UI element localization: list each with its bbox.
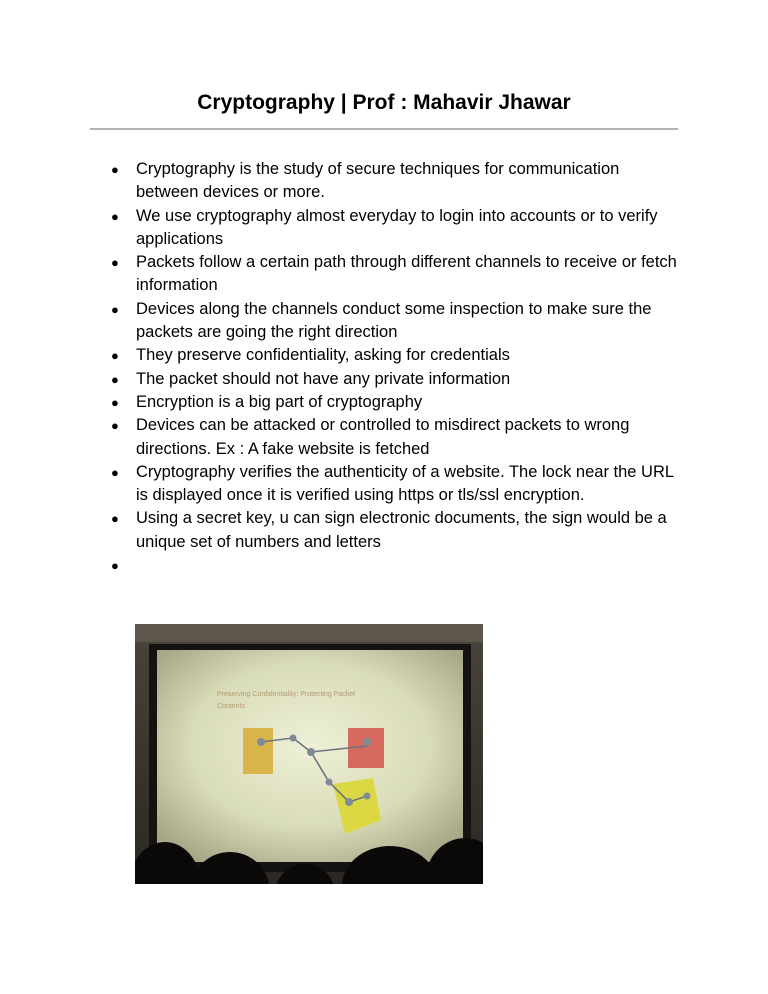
bullet-icon: ● bbox=[111, 394, 119, 410]
bullet-icon: ● bbox=[111, 348, 119, 364]
list-item bbox=[111, 368, 681, 391]
list-item-text: They preserve confidentiality, asking for credentials bbox=[136, 346, 510, 365]
bullet-icon: ● bbox=[111, 208, 119, 224]
list-item-text: We use cryptography almost everyday to login into accounts or to verify applications bbox=[136, 206, 658, 248]
bullet-icon: ● bbox=[111, 162, 119, 177]
bullet-icon: ● bbox=[111, 301, 119, 317]
list-item bbox=[111, 507, 681, 554]
list-item bbox=[111, 251, 681, 298]
bullet-list bbox=[111, 158, 681, 577]
list-item-text: Devices along the channels conduct some inspection to make sure the packets are going the right direction bbox=[136, 299, 652, 342]
list-item-text: Cryptography is the study of secure techniques for communication between devices or more. bbox=[136, 160, 620, 202]
list-item-text: Devices can be attacked or controlled to misdirect packets to wrong directions. Ex : A fake website is fetched bbox=[136, 416, 630, 458]
list-item bbox=[111, 205, 681, 252]
bullet-icon: ● bbox=[111, 371, 119, 387]
host-region-yellow bbox=[243, 728, 273, 774]
slide-title-line1: Preserving Confidentiality: Protecting Packet bbox=[217, 691, 356, 698]
bullet-icon: ● bbox=[111, 464, 119, 480]
title-divider bbox=[90, 128, 678, 130]
list-item-text: Using a secret key, u can sign electronic documents, the sign would be a unique set of numbers and letters bbox=[136, 509, 667, 551]
list-item bbox=[111, 158, 681, 205]
bullet-icon: ● bbox=[111, 511, 119, 527]
list-item-text: The packet should not have any private information bbox=[136, 369, 511, 388]
list-item bbox=[111, 414, 681, 461]
list-item-text: Packets follow a certain path through different channels to receive or fetch information bbox=[136, 253, 677, 295]
page-title: Cryptography | Prof : Mahavir Jhawar bbox=[197, 91, 571, 114]
bullet-icon: ● bbox=[111, 255, 119, 271]
list-item-text: Encryption is a big part of cryptography bbox=[136, 392, 423, 411]
list-item bbox=[111, 344, 681, 367]
bullet-icon: ● bbox=[111, 558, 119, 574]
list-item bbox=[111, 391, 681, 414]
lecture-slide-photo bbox=[135, 624, 483, 884]
list-item bbox=[111, 298, 681, 345]
slide-title-line2: Contents bbox=[217, 703, 246, 710]
projected-slide bbox=[157, 650, 463, 862]
bullet-icon: ● bbox=[111, 418, 119, 434]
ceiling bbox=[135, 624, 483, 642]
list-item bbox=[111, 554, 681, 577]
list-item bbox=[111, 461, 681, 508]
list-item-text: Cryptography verifies the authenticity of a website. The lock near the URL is displayed once it is verified using https or tls/ssl encryption. bbox=[136, 462, 674, 505]
